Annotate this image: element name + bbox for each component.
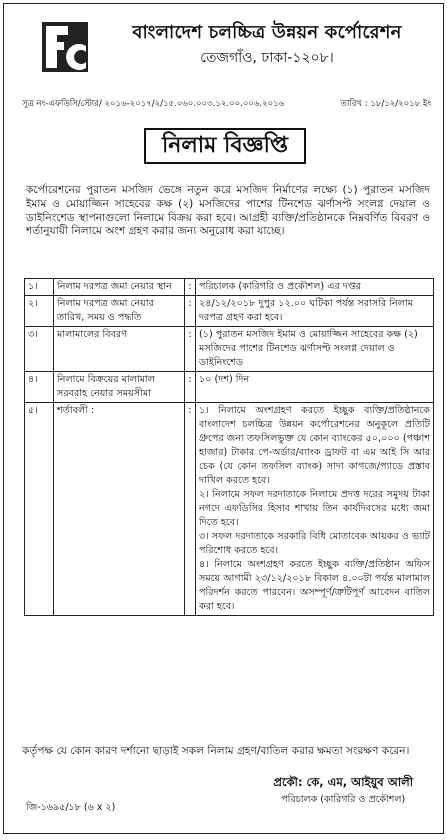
fdc-logo <box>42 22 88 72</box>
row-value: পরিচালক (কারিগরি ও প্রকৌশল) এর দপ্তর <box>196 279 434 296</box>
organization-address: তেজগাঁও, ঢাকা-১২০৮। <box>200 50 334 66</box>
table-row-conditions <box>25 403 434 616</box>
organization-name: বাংলাদেশ চলচ্চিত্র উন্নয়ন কর্পোরেশন <box>132 22 402 43</box>
row-value: (১) পুরাতন মসজিদ ইমাম ও মোয়াজ্জিন সাহেবের কক্ষ (২) মসজিদের পাশের টিনশেড ঝর্ণাসপ্ট সংলগ্ন দেয়াল ও ডাইনিংশেড <box>196 327 434 372</box>
notice-page <box>3 3 444 834</box>
condition-item: ১। নিলামে অংশগ্রহণ করতে ইচ্ছুক ব্যক্তি/প্রতিষ্ঠানকে বাংলাদেশ চলচ্চিত্র উন্নয়ন কর্পোরেশনের অনুকূলে প্রতিটি গ্রুপের জন্য তফসিলভুক্ত যে কোন ব্যাংকের ৫০,০০০ (পঞ্চাশ হাজার) টাকার পে-অর্ডার/ব্যাংক ড্রাফট বা এম আই সি আর চেক (যে কোন তফসিল ব্যাংক) সাদা কাগজে/প্যাডে প্রস্তাব দাখিল করতে হবে। <box>199 405 430 486</box>
row-colon: : <box>185 296 196 327</box>
signature-block <box>273 774 413 808</box>
intro-paragraph: কর্পোরেশনের পুরাতন মসজিদ ভেঙ্গে নতুন করে মসজিদ নির্মাণের লক্ষ্যে (১) পুরাতন মসজিদ ইমাম ও মোয়াজ্জিন সাহেবের কক্ষ (২) মসজিদের পাশের টিনশেড ঝর্ণাসপ্ট সংলগ্ন দেয়াল ও ডাইনিংশেড স্থাপনাগুলো নিলামে বিক্রয় করা হবে। আগ্রহী ব্যক্তি/প্রতিষ্ঠানকে নিম্নবর্ণিত বিবরণ ও শর্তানুযায়ী নিলামে অংশ গ্রহণ করার জন্য অনুরোধ করা যাচ্ছে। <box>26 184 430 238</box>
row-number: ৪। <box>25 372 54 403</box>
table-row <box>25 279 434 296</box>
row-label: নিলামে বিক্রয়ের মালামাল সরবরাহ নেয়ার সময়সীমা <box>54 372 185 403</box>
row-number: ৫। <box>25 403 54 616</box>
table-row <box>25 327 434 372</box>
notice-date: তারিখ : ১৮/১২/২০১৮ ইং <box>340 99 431 109</box>
condition-item: ৩। সফল দরদাতাকে সরকারি বিধি মোতাবেক আয়কর ও ভ্যাট পরিশোধ করতে হবে। <box>199 531 430 556</box>
row-label: শর্তাবলী : <box>54 403 185 616</box>
row-label: মালামালের বিবরণ <box>54 327 185 372</box>
memo-number: জি-১৬৯৫/১৮ (৬ x ২) <box>26 802 116 813</box>
row-number: ২। <box>25 296 54 327</box>
authority-note: কর্তৃপক্ষ যে কোন কারণ দর্শানো ছাড়াই সকল নিলাম গ্রহণ/বাতিল করার ক্ষমতা সংরক্ষণ করেন। <box>22 745 410 757</box>
signatory-designation: পরিচালক (কারিগরি ও প্রকৌশল) <box>281 794 406 805</box>
row-value: ২৪/১২/২০১৮ দুপুর ১২.০০ ঘটিকা পর্যন্ত সরাসরি নিলাম দরপত্র গ্রহণ করা হবে। <box>196 296 434 327</box>
row-colon: : <box>185 327 196 372</box>
condition-item: ২। নিলামে সফল দরদাতাকে নিলামে প্রদত্ত দরের সমুদয় টাকা নগদে এফডিসির হিসাব শাখায় তিন কার্যদিবসের মধ্যে জমা দিতে হবে। <box>199 489 430 528</box>
row-colon: : <box>185 372 196 403</box>
condition-item: ৪। নিলামে অংশগ্রহণ করতে ইচ্ছুক ব্যক্তি/প্রতিষ্ঠান অফিস সময়ে আগামী ২৩/১২/২০১৮ বিকাল ৪.০০টা পর্যন্ত মালামাল পরিদর্শন করতে পারবেন। অসম্পূর্ণ/ত্রুটিপূর্ণ আবেদন বাতিল করা হবে। <box>199 559 430 612</box>
table-row <box>25 296 434 327</box>
row-colon: : <box>185 403 196 616</box>
row-value: ১০ (দশ) দিন <box>196 372 434 403</box>
row-colon: : <box>185 279 196 296</box>
conditions-list <box>196 403 434 616</box>
row-number: ৩। <box>25 327 54 372</box>
notice-title <box>144 128 306 164</box>
row-label: নিলাম দরপত্র জমা নেয়ার তারিখ, সময় ও পদ্ধতি <box>54 296 185 327</box>
table-row <box>25 372 434 403</box>
notice-title-text: নিলাম বিজ্ঞপ্তি <box>161 132 289 158</box>
reference-number: সূত্র নং-এফডিসি/স্টোর/ ২০১৬-২০১৭/২/১৫.০৬০.০০৩.১২.০০.০০৬.২০১৬ <box>22 99 285 109</box>
auction-details-table <box>24 278 434 616</box>
signatory-name: প্রকৌ: কে, এম, আইয়ুব আলী <box>273 775 413 789</box>
row-label: নিলাম দরপত্র জমা নেয়ার স্থান <box>54 279 185 296</box>
row-number: ১। <box>25 279 54 296</box>
